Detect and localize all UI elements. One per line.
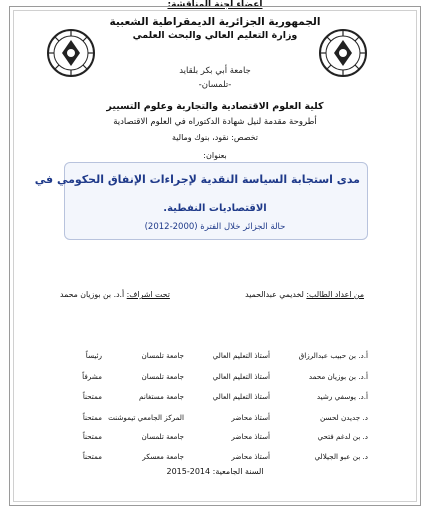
member-institution: جامعة تلمسان — [141, 372, 184, 381]
specialty: تخصص: نقود، بنوك ومالية — [171, 133, 259, 142]
member-rank: أستاذ التعليم العالي — [212, 392, 270, 401]
city-name: -تلمسان- — [198, 80, 232, 90]
case-study-period: حالة الجزائر خلال الفترة (2000-2012) — [144, 222, 286, 232]
member-institution: جامعة معسكر — [142, 452, 184, 461]
member-role: ممتحناً — [82, 413, 102, 422]
member-rank: أستاذ التعليم العالي — [212, 351, 270, 360]
thesis-title-line2: الاقتصاديات النفطية. — [163, 203, 267, 214]
member-role: ممتحناً — [82, 432, 102, 441]
titled-label: بعنوان: — [203, 151, 227, 160]
university-name: جامعة أبي بكر بلقايد — [179, 66, 251, 76]
thesis-type: أطروحة مقدمة لنيل شهادة الدكتوراه في العلوم الاقتصادية — [113, 117, 317, 127]
member-name: أ.د. بن حبيب عبدالرزاق — [298, 351, 368, 360]
member-name: أ.د. بن بوزيان محمد — [308, 372, 368, 381]
thesis-title-line1: مدى استجابة السياسة النقدية لإجراءات الإنفاق الحكومي في — [34, 173, 360, 186]
member-rank: أستاذ محاضر — [231, 452, 270, 461]
student-label: من اعداد الطالب: — [306, 290, 364, 299]
student-line — [245, 290, 364, 299]
supervisor-label: تحت اشراف: — [126, 290, 170, 299]
member-rank: أستاذ التعليم العالي — [212, 372, 270, 381]
member-name: د. بن لدغم فتحي — [317, 432, 368, 441]
member-name: د. بن عبو الجيلالي — [314, 452, 368, 461]
supervisor-name: أ.د. بن بوزيان محمد — [60, 290, 125, 299]
member-role: ممتحناً — [82, 452, 102, 461]
republic-name: الجمهورية الجزائرية الديمقراطية الشعبية — [109, 16, 321, 28]
member-role: مشرفاً — [82, 372, 102, 381]
member-institution: جامعة تلمسان — [141, 432, 184, 441]
member-name: د. جديدن لحسن — [319, 413, 368, 422]
member-name: أ.د. يوسفي رشيد — [316, 392, 368, 401]
supervisor-line — [60, 290, 170, 299]
member-role: ممتحناً — [82, 392, 102, 401]
member-role: رئيساً — [85, 351, 102, 360]
member-institution: جامعة تلمسان — [141, 351, 184, 360]
member-rank: أستاذ محاضر — [231, 413, 270, 422]
faculty-name: كلية العلوم الاقتصادية والتجارية وعلوم التسيير — [106, 101, 324, 112]
committee-heading: أعضاء لجنة المناقشة: — [167, 0, 263, 10]
member-rank: أستاذ محاضر — [231, 432, 270, 441]
ministry-name: وزارة التعليم العالي والبحث العلمي — [132, 30, 298, 41]
member-institution: المركز الجامعي تيموشنت — [108, 413, 184, 422]
student-name: لخديمي عبدالحميد — [245, 290, 304, 299]
academic-year: السنة الجامعية: 2014-2015 — [166, 467, 264, 476]
member-institution: جامعة مستغانم — [139, 392, 184, 401]
